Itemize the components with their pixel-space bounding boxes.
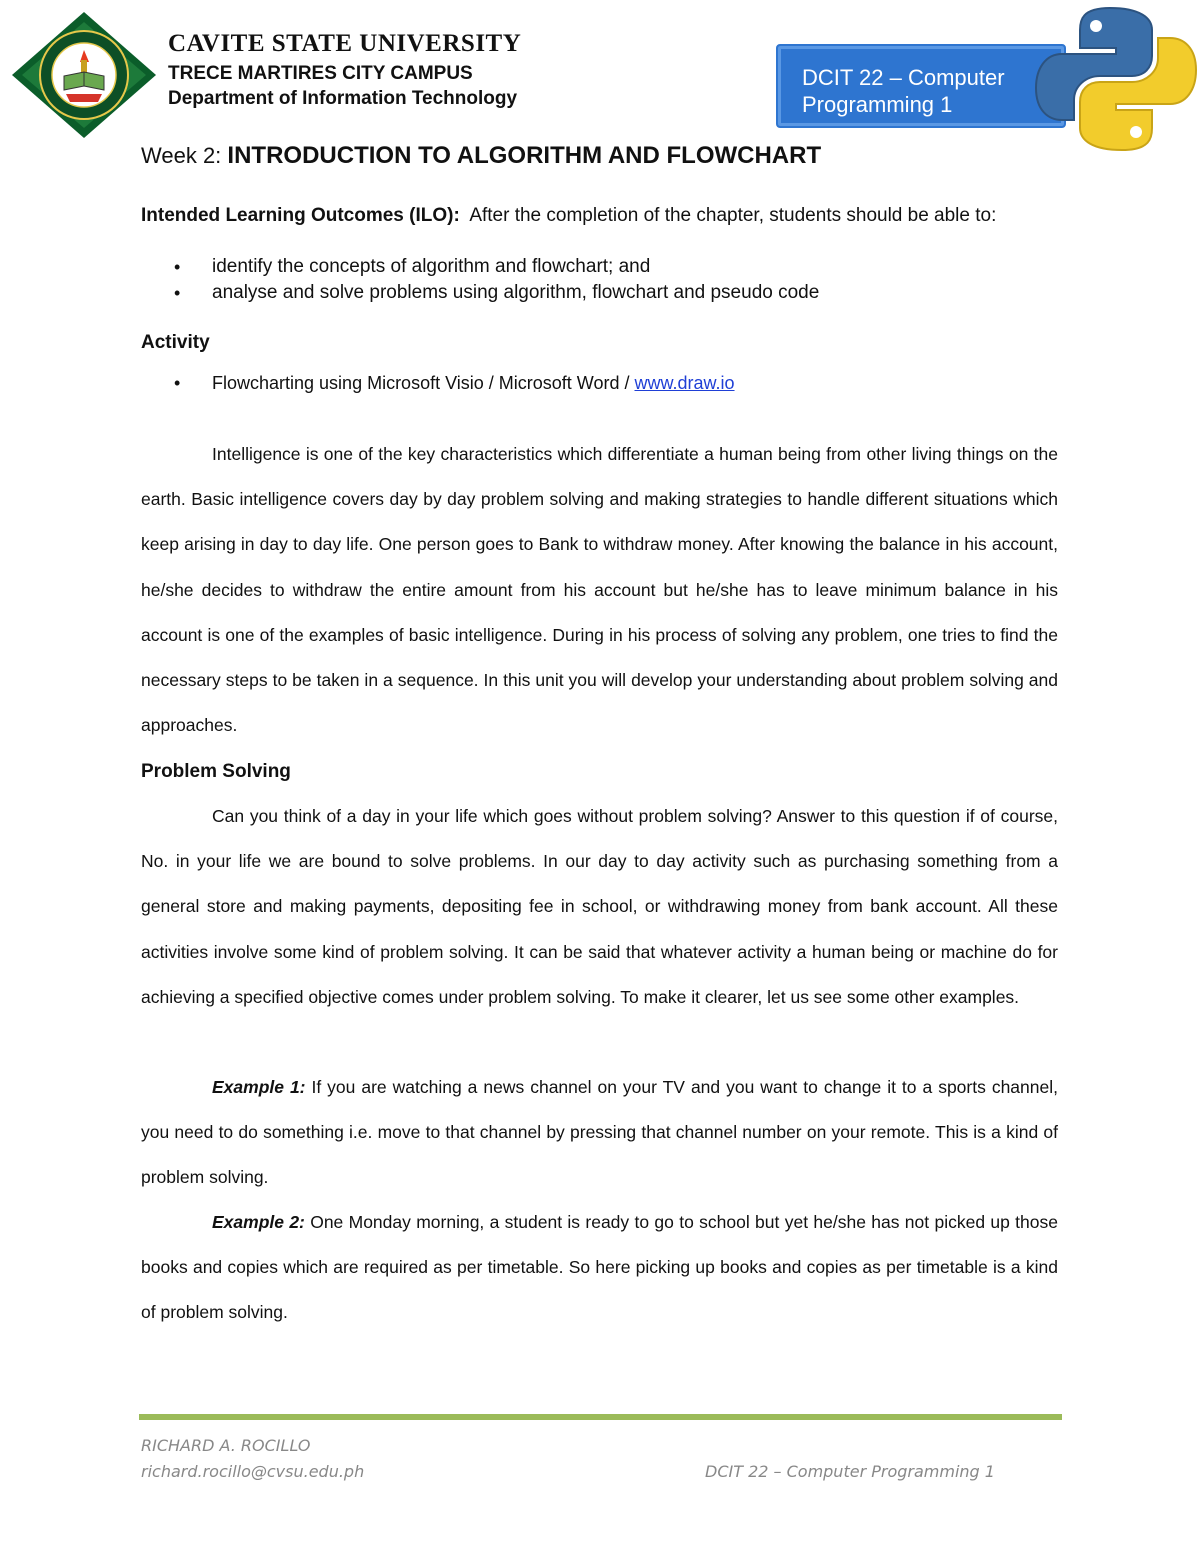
course-line-2: Programming 1 <box>802 92 953 117</box>
campus-name: TRECE MARTIRES CITY CAMPUS <box>168 63 473 84</box>
intro-paragraph <box>141 432 1058 748</box>
ilo-item: • identify the concepts of algorithm and flowchart; and <box>141 254 819 280</box>
title-main: INTRODUCTION TO ALGORITHM AND FLOWCHART <box>227 142 822 169</box>
problem-solving-heading: Problem Solving <box>141 761 291 782</box>
footer-course: DCIT 22 – Computer Programming 1 <box>705 1462 995 1481</box>
course-code-box <box>776 44 1066 128</box>
title-prefix: Week 2: <box>141 143 228 168</box>
problem-solving-paragraph <box>141 794 1058 1020</box>
example-1-paragraph <box>141 1065 1058 1201</box>
ilo-label: Intended Learning Outcomes (ILO): <box>141 205 460 226</box>
university-name: CAVITE STATE UNIVERSITY <box>168 30 522 57</box>
example-2-label: Example 2: <box>212 1212 305 1232</box>
example-2-text: One Monday morning, a student is ready to go to school but yet he/she has not picked up those books and copies which are required as per timetable. So here picking up books and copies as per timetable is a kind of problem solving. <box>141 1212 1058 1323</box>
activity-item <box>141 370 735 396</box>
activity-item-text: Flowcharting using Microsoft Visio / Microsoft Word / <box>212 373 635 393</box>
problem-solving-text: Can you think of a day in your life which goes without problem solving? Answer to this question if of course, No. in your life we are bound to solve problems. In our day to day activity such as purchasing something from a general store and making payments, depositing fee in school, or withdrawing money from bank account. All these activities involve some kind of problem solving. It can be said that whatever activity a human being or machine do for achieving a specified objective comes under problem solving. To make it clearer, let us see some other examples. <box>141 806 1058 1007</box>
footer-email: richard.rocillo@cvsu.edu.ph <box>141 1462 365 1481</box>
example-1-text: If you are watching a news channel on your TV and you want to change it to a sports channel, you need to do something i.e. move to that channel by pressing that channel number on your remote. This is a kind of problem solving. <box>141 1077 1058 1188</box>
university-seal-logo <box>10 10 158 140</box>
ilo-text: After the completion of the chapter, students should be able to: <box>469 205 997 226</box>
page-title <box>141 142 821 170</box>
example-1-label: Example 1: <box>212 1077 306 1097</box>
footer-author: RICHARD A. ROCILLO <box>141 1436 311 1455</box>
activity-list <box>141 370 735 396</box>
department-name: Department of Information Technology <box>168 88 518 109</box>
ilo-statement <box>141 206 1061 226</box>
example-2-paragraph <box>141 1200 1058 1336</box>
ilo-list <box>141 254 819 306</box>
ilo-item: • analyse and solve problems using algorithm, flowchart and pseudo code <box>141 280 819 306</box>
footer-rule <box>139 1414 1062 1420</box>
drawio-link[interactable]: www.draw.io <box>634 373 735 393</box>
python-logo-icon <box>1030 0 1200 158</box>
intro-paragraph-text: Intelligence is one of the key characteristics which differentiate a human being from other living things on the earth. Basic intelligence covers day by day problem solving and making strategies to handle different situations which keep arising in day to day life. One person goes to Bank to withdraw money. After knowing the balance in his account, he/she decides to withdraw the entire amount from his account but he/she has to leave minimum balance in his account is one of the examples of basic intelligence. During in his process of solving any problem, one tries to find the necessary steps to be taken in a sequence. In this unit you will develop your understanding about problem solving and approaches. <box>141 444 1058 736</box>
activity-heading: Activity <box>141 332 210 353</box>
course-line-1: DCIT 22 – Computer <box>802 65 1005 90</box>
